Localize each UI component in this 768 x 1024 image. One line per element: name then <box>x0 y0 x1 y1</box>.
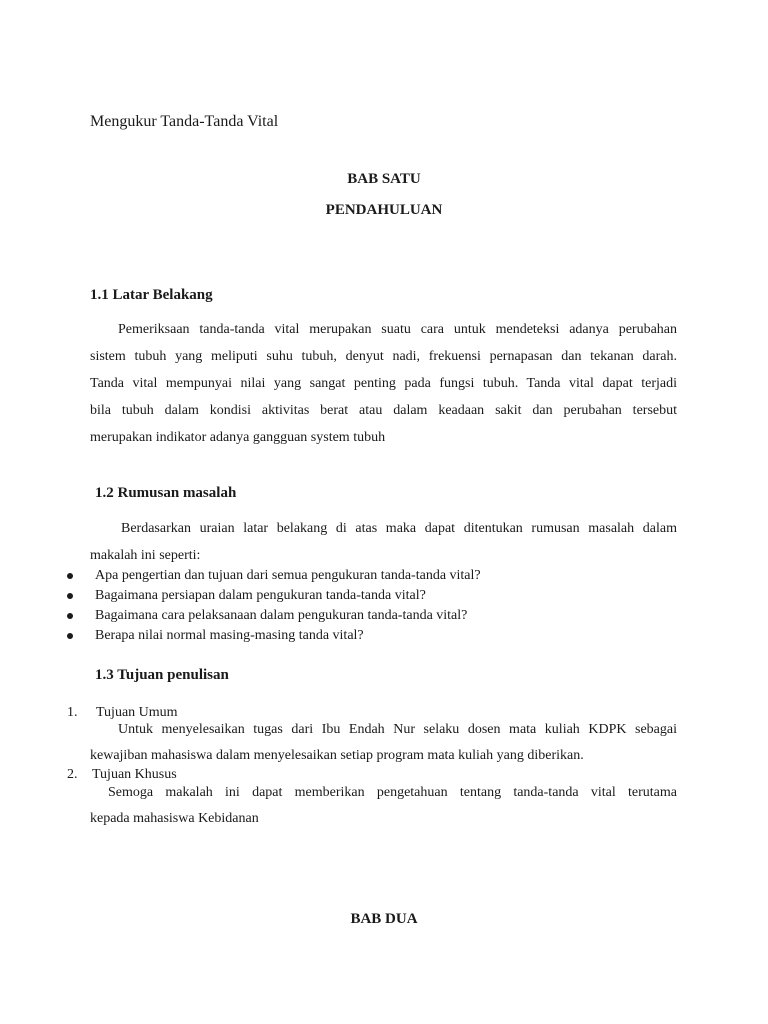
paragraph-line: Pemeriksaan tanda-tanda vital merupakan suatu cara untuk mendeteksi adanya perubahan <box>118 322 677 337</box>
bullet-icon <box>67 593 73 599</box>
paragraph-line: Berdasarkan uraian latar belakang di atas maka dapat ditentukan rumusan masalah dalam <box>121 521 677 536</box>
list-number: 2. <box>67 767 78 782</box>
chapter-label: BAB SATU <box>347 171 421 187</box>
chapter-label: BAB DUA <box>350 911 418 927</box>
list-item: Apa pengertian dan tujuan dari semua pengukuran tanda-tanda vital? <box>95 568 481 583</box>
list-item-title: Tujuan Umum <box>96 705 178 720</box>
paragraph-line: merupakan indikator adanya gangguan system tubuh <box>90 430 386 445</box>
paragraph-line: Semoga makalah ini dapat memberikan pengetahuan tentang tanda-tanda vital terutama <box>108 785 677 800</box>
list-number: 1. <box>67 705 78 720</box>
list-item: Bagaimana cara pelaksanaan dalam pengukuran tanda-tanda vital? <box>95 608 468 623</box>
list-item: Bagaimana persiapan dalam pengukuran tanda-tanda vital? <box>95 588 426 603</box>
paragraph-line: Untuk menyelesaikan tugas dari Ibu Endah Nur selaku dosen mata kuliah KDPK sebagai <box>118 722 677 737</box>
paragraph-line: Tanda vital mempunyai nilai yang sangat penting pada fungsi tubuh. Tanda vital dapat terjadi <box>90 376 677 391</box>
list-item-title: Tujuan Khusus <box>92 767 177 782</box>
section-heading-tujuan-penulisan: 1.3 Tujuan penulisan <box>95 667 229 683</box>
section-heading-latar-belakang: 1.1 Latar Belakang <box>90 287 213 303</box>
paragraph-line: makalah ini seperti: <box>90 548 201 563</box>
paragraph-line: bila tubuh dalam kondisi aktivitas berat atau dalam keadaan sakit dan perubahan tersebut <box>90 403 677 418</box>
chapter-title: PENDAHULUAN <box>325 202 443 218</box>
bullet-icon <box>67 573 73 579</box>
paragraph-line: kepada mahasiswa Kebidanan <box>90 811 259 826</box>
paragraph-line: sistem tubuh yang meliputi suhu tubuh, denyut nadi, frekuensi pernapasan dan tekanan darah. <box>90 349 677 364</box>
bullet-icon <box>67 633 73 639</box>
section-heading-rumusan-masalah: 1.2 Rumusan masalah <box>95 485 237 501</box>
bullet-icon <box>67 613 73 619</box>
list-item: Berapa nilai normal masing-masing tanda vital? <box>95 628 364 643</box>
paragraph-line: kewajiban mahasiswa dalam menyelesaikan setiap program mata kuliah yang diberikan. <box>90 748 584 763</box>
document-title: Mengukur Tanda-Tanda Vital <box>90 113 279 130</box>
